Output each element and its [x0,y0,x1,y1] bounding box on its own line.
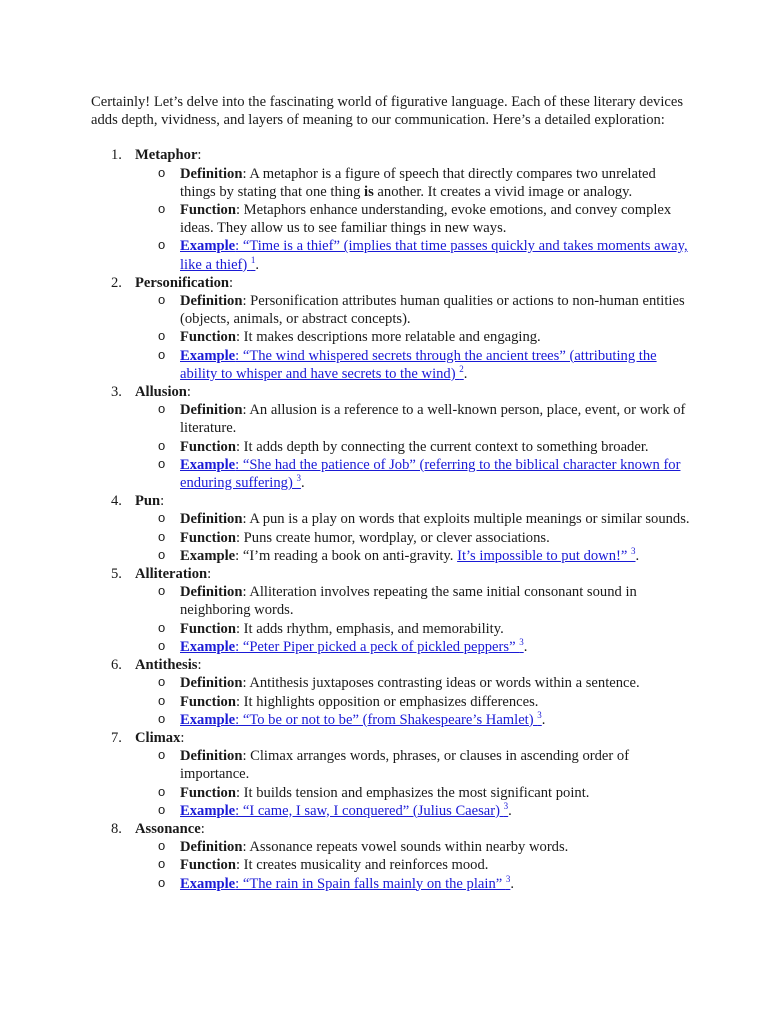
intro-paragraph: Certainly! Let’s delve into the fascinating world of figurative language. Each of these literary devices adds depth, vividness, and layers of meaning to our communication. Here’s a detailed exploration: [91,94,684,129]
sub-list [135,747,691,820]
function-text: : It builds tension and emphasizes the most significant point. [235,784,590,801]
example-link[interactable] [457,548,635,564]
example-label: Example [180,802,236,819]
function-label: Function [180,329,236,346]
definition-item [135,165,691,201]
definition-label: Definition [180,748,243,765]
function-item [135,201,691,237]
term-colon: : [197,657,202,674]
list-item-personification [91,274,691,383]
term-colon: : [180,729,185,746]
item-number: 2. [111,274,122,291]
list-item-metaphor [91,146,691,273]
bullet-icon: o [158,237,166,253]
example-link[interactable] [180,709,542,728]
bullet-icon: o [158,838,166,854]
device-list [91,146,691,892]
list-item-pun [91,492,691,565]
citation-ref[interactable]: 2 [459,363,464,374]
sub-list [135,510,691,565]
definition-text: : Climax arranges words, phrases, or clauses in ascending order of importance. [180,748,630,783]
definition-text: : An allusion is a reference to a well-known person, place, event, or work of literature. [180,402,686,437]
example-item: o Example: “The rain in Spain falls mainly on the plain” $^3$. [158,873,515,892]
definition-text: : Antithesis juxtaposes contrasting ideas or words within a sentence. [242,675,640,692]
definition-label: Definition [180,675,243,692]
bullet-icon: o [158,674,166,690]
sub-list [135,583,691,656]
citation-ref[interactable]: 3 [519,637,524,648]
definition-text: : A metaphor is a figure of speech that directly compares two unrelated things by stating that one thing [180,165,656,200]
example-item: o Example: “The wind whispered secrets through the ancient trees” (attributing the ability to whisper and have secrets to the wind) $^2$. [158,346,657,382]
function-text: : It adds rhythm, emphasis, and memorability. [235,620,504,637]
term-title: Assonance [135,820,201,837]
example-link-text: It’s impossible to put down!” [457,547,631,564]
sub-list [135,165,691,274]
function-label: Function [180,857,236,874]
example-item: o Example: “To be or not to be” (from Shakespeare’s Hamlet) $^3$. [158,709,546,728]
example-item: o Example: “I’m reading a book on anti-gravity. It’s impossible to put down!” $^3$. [158,546,640,564]
function-text: : It makes descriptions more relatable and engaging. [235,329,541,346]
definition-label: Definition [180,165,243,182]
definition-item [135,674,691,692]
example-text: : “I came, I saw, I conquered” (Julius Caesar) [235,802,504,819]
term-colon: : [186,384,191,401]
definition-item [135,838,691,856]
bullet-icon: o [158,292,166,308]
bullet-icon: o [158,856,166,872]
example-text: : “She had the patience of Job” (referring to the biblical character known for enduring suffering) [180,456,681,492]
definition-item [135,583,691,619]
bullet-icon: o [158,583,166,599]
item-number: 1. [111,147,122,164]
bullet-icon: o [158,637,166,653]
bullet-icon: o [158,801,166,817]
bullet-icon: o [158,437,166,453]
definition-item [135,401,691,437]
citation-ref[interactable]: 3 [537,709,542,720]
example-link[interactable] [180,873,511,892]
citation-ref[interactable]: 1 [250,254,256,265]
bullet-icon: o [158,455,166,471]
example-label: Example [180,638,236,655]
list-item-climax [91,729,691,820]
term-colon: : [160,493,165,510]
example-label: Example [180,711,236,728]
example-item: o Example: “Time is a thief” (implies that time passes quickly and takes moments away, like a thief) $^1$. [158,237,688,273]
example-text: : “To be or not to be” (from Shakespeare’s Hamlet) [235,711,538,728]
example-text: : “I’m reading a book on anti-gravity. [235,547,458,564]
citation-ref[interactable]: 3 [631,546,636,557]
term-title: Climax [135,729,181,746]
definition-text: : Personification attributes human qualities or actions to non-human entities (objects, animals, or abstract concepts). [180,293,685,328]
bullet-icon: o [158,692,166,708]
item-number: 5. [111,566,122,583]
function-label: Function [180,202,236,219]
bullet-icon: o [158,401,166,417]
function-item [135,438,691,456]
example-label: Example [180,238,236,255]
example-item: o Example: “Peter Piper picked a peck of pickled peppers” $^3$. [158,637,528,655]
example-link[interactable] [180,457,680,491]
function-text: : Metaphors enhance understanding, evoke emotions, and convey complex ideas. They allow us to see familiar things in new ways. [180,202,672,237]
function-label: Function [180,438,236,455]
list-item-allusion [91,383,691,492]
function-item [135,529,691,547]
term-title: Antithesis [135,657,198,674]
sub-list [135,674,691,729]
function-item [135,328,691,346]
function-item [135,693,691,711]
term-colon: : [229,274,234,291]
item-number: 3. [111,384,122,401]
bullet-icon: o [158,783,166,799]
term-title: Pun [135,493,161,510]
example-link[interactable] [180,639,524,655]
item-number: 8. [111,820,122,837]
bullet-icon: o [158,747,166,763]
sub-list [135,838,691,893]
item-number: 7. [111,729,122,746]
bullet-icon: o [158,164,166,180]
example-text: : “The rain in Spain falls mainly on the plain” [235,875,506,892]
citation-ref[interactable]: 3 [296,473,301,484]
term-colon: : [197,147,202,164]
function-label: Function [180,529,236,546]
definition-label: Definition [180,584,243,601]
definition-label: Definition [180,402,243,419]
definition-label: Definition [180,511,243,528]
example-label: Example [180,347,236,364]
function-text: : It adds depth by connecting the current context to something broader. [235,438,649,455]
example-link[interactable] [180,348,657,382]
sub-list [135,401,691,492]
function-item [135,620,691,638]
function-label: Function [180,784,236,801]
term-colon: : [207,566,212,583]
definition-label: Definition [180,293,243,310]
bullet-icon: o [158,546,166,562]
sub-list [135,292,691,383]
list-item-assonance [91,820,691,893]
example-label: Example [180,547,236,564]
function-label: Function [180,693,236,710]
document-page [91,93,691,893]
example-text: : “Peter Piper picked a peck of pickled peppers” [235,638,520,655]
bullet-icon: o [158,346,166,362]
item-number: 6. [111,657,122,674]
bullet-icon: o [158,510,166,526]
example-item: o Example: “I came, I saw, I conquered” (Julius Caesar) $^3$. [158,800,512,819]
definition-text-cont: another. It creates a vivid image or analogy. [373,183,633,200]
citation-ref[interactable]: 3 [503,800,509,811]
definition-text: : Assonance repeats vowel sounds within nearby words. [242,839,569,856]
function-text: : It creates musicality and reinforces mood. [235,857,489,874]
definition-text: : Alliteration involves repeating the same initial consonant sound in neighboring words. [180,584,637,619]
definition-text: : A pun is a play on words that exploits multiple meanings or similar sounds. [242,511,690,528]
bullet-icon: o [158,619,166,635]
list-item-alliteration [91,565,691,656]
bullet-icon: o [158,874,166,890]
example-item: o Example: “She had the patience of Job” (referring to the biblical character known for enduring suffering) $^3$. [158,455,681,492]
example-label: Example [180,456,236,473]
function-label: Function [180,620,236,637]
example-link[interactable] [180,800,509,819]
definition-item [135,510,691,528]
bullet-icon: o [158,710,166,726]
example-text: : “Time is a thief” (implies that time passes quickly and takes moments away, like a thief) [180,238,688,273]
bullet-icon: o [158,201,166,217]
bullet-icon: o [158,328,166,344]
definition-label: Definition [180,839,243,856]
example-text: : “The wind whispered secrets through the ancient trees” (attributing the ability to whisper and have secrets to the wind) [180,347,657,382]
function-text: : Puns create humor, wordplay, or clever associations. [235,529,550,546]
term-colon: : [200,820,205,837]
citation-ref[interactable]: 3 [505,873,511,884]
term-title: Personification [135,274,230,291]
definition-emphasis: is [364,183,374,200]
term-title: Alliteration [135,566,208,583]
term-title: Allusion [135,384,187,401]
term-title: Metaphor [135,147,198,164]
list-item-antithesis [91,656,691,729]
definition-item [135,747,691,783]
function-item [135,856,691,874]
item-number: 4. [111,493,122,510]
example-label: Example [180,875,236,892]
definition-item [135,292,691,328]
function-item [135,784,691,802]
bullet-icon: o [158,528,166,544]
function-text: : It highlights opposition or emphasizes differences. [235,693,539,710]
